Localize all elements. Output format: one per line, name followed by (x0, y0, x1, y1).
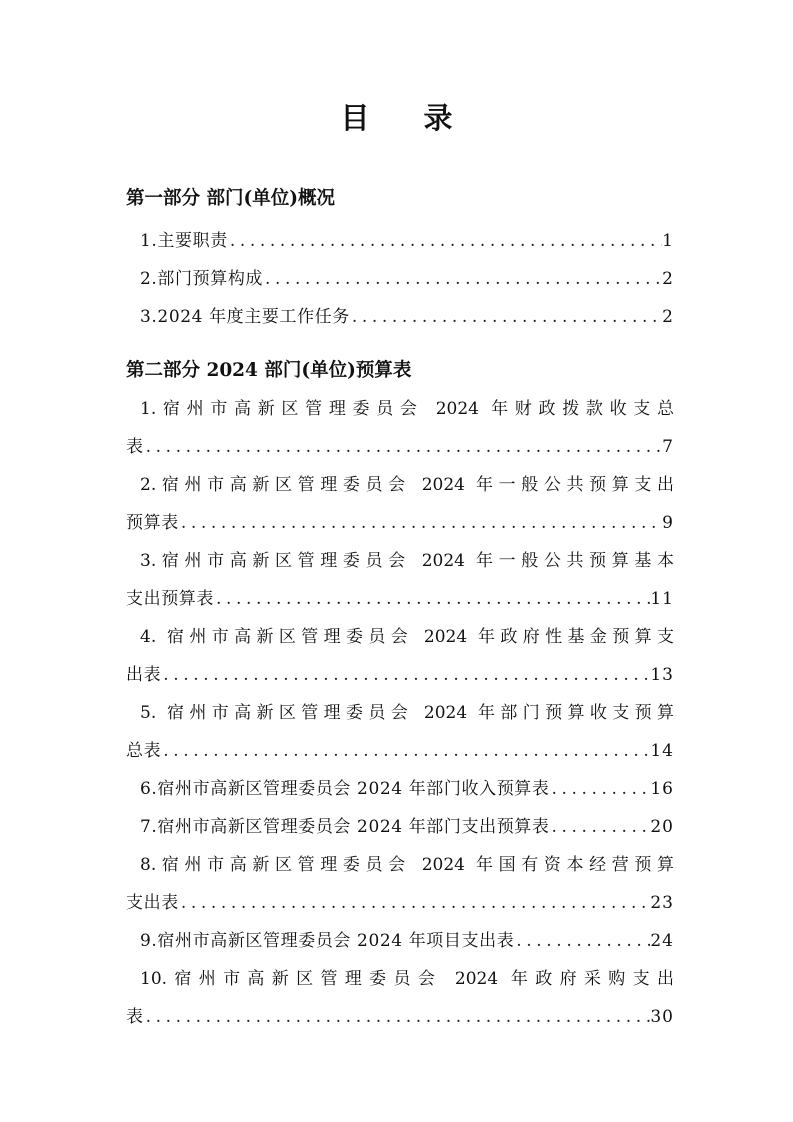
dot-leader (161, 732, 650, 770)
toc-entry[interactable] (126, 694, 674, 770)
toc-entry-text-continued: 预算表 (126, 513, 179, 533)
toc-entry[interactable] (126, 846, 674, 922)
toc-entry[interactable] (126, 770, 674, 808)
toc-entry-text: 6.宿州市高新区管理委员会 2024 年部门收入预算表 (140, 779, 550, 799)
dot-leader (179, 504, 662, 542)
toc-entry-text: 8.宿州市高新区管理委员会 2024 年国有资本经营预算 (140, 855, 674, 875)
toc-page-number: 24 (650, 931, 674, 951)
toc-page-number: 2 (662, 307, 674, 327)
toc-entry[interactable] (126, 542, 674, 618)
toc-page-number: 30 (650, 1007, 674, 1027)
dot-leader (514, 922, 650, 960)
part-2-heading: 第二部分 2024 部门(单位)预算表 (126, 360, 412, 381)
toc-entry[interactable] (126, 960, 674, 1036)
page-title: 目 录 (340, 101, 475, 135)
toc-entry-text-continued: 总表 (126, 741, 162, 761)
toc-page-number: 20 (650, 817, 674, 837)
toc-page-number: 13 (650, 665, 674, 685)
dot-leader (144, 428, 663, 466)
toc-entry-text: 3.2024 年度主要工作任务 (140, 307, 350, 327)
toc-entry-text: 3.宿州市高新区管理委员会 2024 年一般公共预算基本 (140, 551, 674, 571)
toc-entry-text: 4. 宿州市高新区管理委员会 2024 年政府性基金预算支 (140, 627, 674, 647)
toc-entry-text: 1.宿州市高新区管理委员会 2024 年财政拨款收支总 (140, 399, 674, 419)
dot-leader (228, 222, 662, 260)
toc-entry-text: 5. 宿州市高新区管理委员会 2024 年部门预算收支预算 (140, 703, 674, 723)
dot-leader (550, 770, 651, 808)
toc-entry[interactable] (126, 260, 674, 298)
dot-leader (214, 580, 650, 618)
dot-leader (179, 884, 651, 922)
toc-entry-text: 2.宿州市高新区管理委员会 2024 年一般公共预算支出 (140, 475, 674, 495)
dot-leader (350, 298, 662, 336)
toc-page-number: 1 (662, 231, 674, 251)
toc-page-number: 2 (662, 269, 674, 289)
toc-page-number: 11 (650, 589, 674, 609)
toc-entry-text-continued: 表 (126, 437, 144, 457)
toc-page-number: 16 (650, 779, 674, 799)
toc-part-1 (126, 180, 674, 336)
toc-page-number: 14 (650, 741, 674, 761)
dot-leader (161, 656, 650, 694)
dot-leader (263, 260, 662, 298)
toc-page-number: 7 (662, 437, 674, 457)
toc-entry[interactable] (126, 922, 674, 960)
toc-entry-text: 7.宿州市高新区管理委员会 2024 年部门支出预算表 (140, 817, 550, 837)
toc-entry-text: 9.宿州市高新区管理委员会 2024 年项目支出表 (140, 931, 515, 951)
toc-entry[interactable] (126, 298, 674, 336)
toc-entry[interactable] (126, 466, 674, 542)
toc-entry-text-continued: 表 (126, 1007, 144, 1027)
part-1-heading: 第一部分 部门(单位)概况 (126, 188, 335, 209)
toc-page-number: 23 (650, 893, 674, 913)
toc-entry-text: 10.宿州市高新区管理委员会 2024 年政府采购支出 (140, 969, 674, 989)
dot-leader (144, 998, 651, 1036)
toc-entry-text-continued: 支出表 (126, 893, 179, 913)
dot-leader (550, 808, 651, 846)
toc-entry[interactable] (126, 808, 674, 846)
toc-entry-text: 2.部门预算构成 (140, 269, 264, 289)
toc-entry[interactable] (126, 390, 674, 466)
toc-page-number: 9 (662, 513, 674, 533)
toc-entry[interactable] (126, 618, 674, 694)
toc-entry[interactable] (126, 222, 674, 260)
toc-part-2 (126, 352, 674, 1036)
toc-entry-text-continued: 支出预算表 (126, 589, 214, 609)
toc-entry-text: 1.主要职责 (140, 231, 228, 251)
toc-entry-text-continued: 出表 (126, 665, 162, 685)
